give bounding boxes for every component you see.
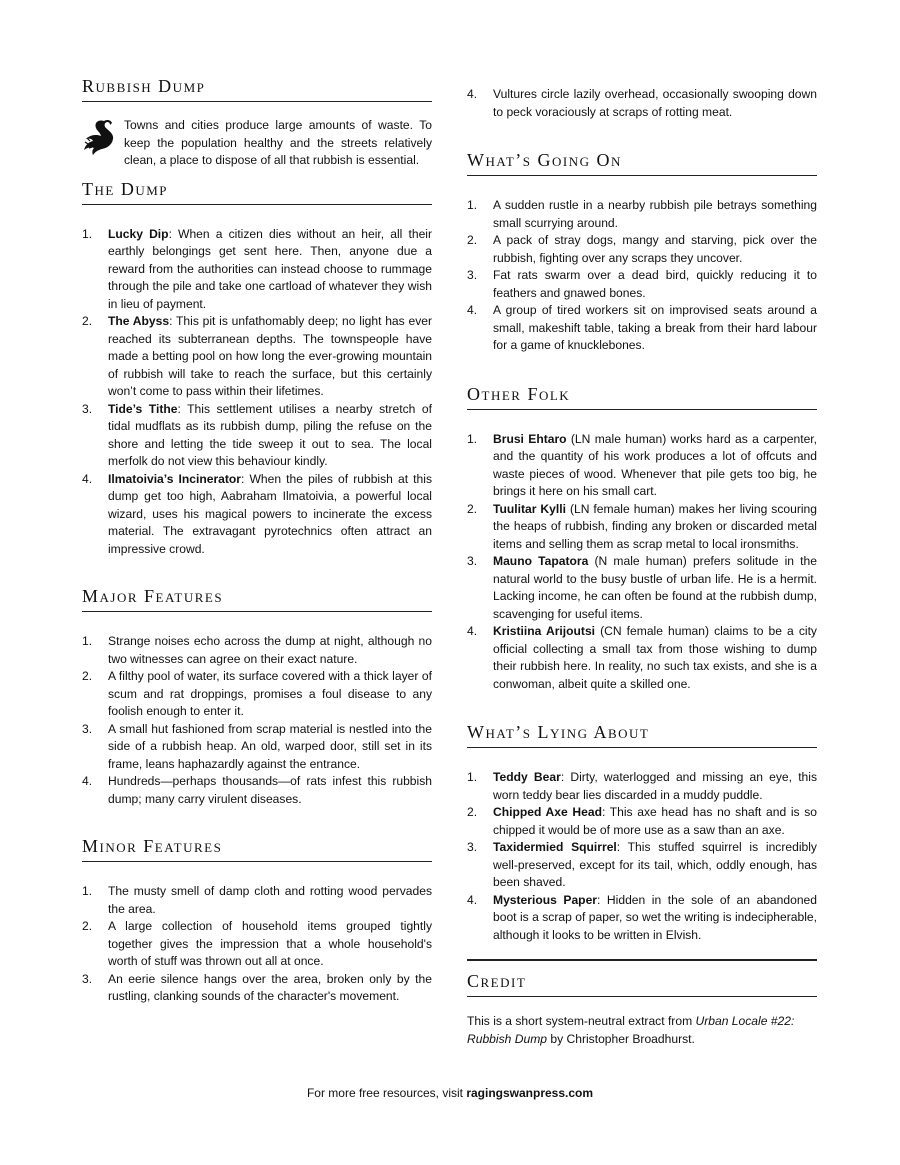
- credit-text: This is a short system-neutral extract from Urban Locale #22: Rubbish Dump by Christopher Broadhurst.: [467, 1014, 795, 1046]
- list-item: 1. Lucky Dip: When a citizen dies without an heir, all their earthly belongings get sent here. Then, anyone due a reward from the authorities can instead choose to rummage through the pile and take one cartload of whatever they wish in lieu of payment.: [82, 226, 433, 311]
- list-item: 2. A filthy pool of water, its surface covered with a thick layer of scum and rat droppings, promises a foul disease to any foolish enough to enter it.: [82, 669, 432, 718]
- other-folk-list: [467, 431, 817, 694]
- list-item: 4. Ilmatoivia’s Incinerator: When the piles of rubbish at this dump get too high, Aabraham Ilmatoivia, a powerful local wizard, uses his magical powers to incinerate the excess material. The extravagant pyrotechnics often attract an impressive crowd.: [82, 471, 432, 556]
- page-title: Rubbish Dump: [82, 76, 432, 102]
- list-item: 4. Mysterious Paper: Hidden in the sole of an abandoned boot is a scrap of paper, so wet the writing is indecipherable, although it looks to be written in Elvish.: [467, 892, 818, 942]
- swan-logo-icon: [82, 117, 118, 157]
- footer: [0, 1086, 900, 1100]
- list-item: 4. A group of tired workers sit on improvised seats around a small, makeshift table, taking a break from their hard labour for a game of knucklebones.: [467, 303, 817, 352]
- left-column: [82, 76, 432, 1006]
- right-column: [467, 86, 817, 1048]
- list-item: 3. Taxidermied Squirrel: This stuffed squirrel is incredibly well-preserved, except for its tail, which, oddly enough, has been shaved.: [467, 840, 817, 889]
- section-whats-going-on: [467, 150, 817, 355]
- section-major-features: [82, 586, 432, 808]
- section-credit: [467, 959, 817, 1048]
- list-item: 2. The Abyss: This pit is unfathomably deep; no light has ever reached its subterranean depths. The townspeople have made a betting pool on how long the ever-growing mountain of rubbish will take to reach the surface, but this certainly won’t come to pass within their lifetimes.: [82, 314, 432, 398]
- list-item: 3. Mauno Tapatora (N male human) prefers solitude in the natural world to the busy bustle of urban life. He is a hermit. Lacking income, he can often be found at the rubbish dump, scavenging for useful items.: [467, 554, 817, 621]
- footer-link[interactable]: ragingswanpress.com: [466, 1086, 594, 1100]
- the-dump-list: [82, 226, 432, 559]
- list-item: 3. Tide’s Tithe: This settlement utilises a nearby stretch of tidal mudflats as its rubbish dump, piling the refuse on the shore and letting the tide sweep it out to sea. The local merfolk do not view this behaviour kindly.: [82, 401, 432, 468]
- whats-lying-about-list: [467, 769, 817, 944]
- minor-features-list-continued: [467, 86, 817, 121]
- list-item: 1. Teddy Bear: Dirty, waterlogged and missing an eye, this worn teddy bear lies discarded in a muddy puddle.: [467, 770, 818, 802]
- heading-whats-lying-about: What’s Lying About: [467, 722, 817, 748]
- list-item: 3. An eerie silence hangs over the area, broken only by the rustling, clanking sounds of the character's movement.: [82, 971, 432, 1003]
- list-item: 2. Tuulitar Kylli (LN female human) makes her living scouring the heaps of rubbish, finding any broken or discarded metal items and selling them as scrap metal to local ironsmiths.: [467, 501, 817, 551]
- section-whats-lying-about: [467, 722, 817, 944]
- heading-the-dump: The Dump: [82, 179, 432, 205]
- minor-features-list: [82, 883, 432, 1006]
- list-item: 1. A sudden rustle in a nearby rubbish pile betrays something small scurrying around.: [467, 198, 817, 230]
- footer-text: For more free resources, visit: [306, 1086, 467, 1100]
- intro-paragraph: [82, 117, 432, 170]
- heading-minor-features: Minor Features: [82, 836, 432, 862]
- heading-credit: Credit: [467, 971, 817, 997]
- list-item: 1. Brusi Ehtaro (LN male human) works hard as a carpenter, and the quantity of his work produces a lot of offcuts and waste pieces of wood. Whenever that pile gets too big, he brings it here on his small cart.: [467, 431, 818, 498]
- list-item: 1. The musty smell of damp cloth and rotting wood pervades the area.: [82, 884, 432, 916]
- heading-major-features: Major Features: [82, 586, 432, 612]
- list-item: 2. Chipped Axe Head: This axe head has no shaft and is so chipped it would be of more use as a saw than an axe.: [467, 805, 817, 837]
- section-the-dump: [82, 179, 432, 559]
- list-item: 3. A small hut fashioned from scrap material is nestled into the side of a rubbish heap. An old, warped door, still set in its frame, leans haphazardly against the entrance.: [82, 721, 432, 771]
- list-item: 2. A pack of stray dogs, mangy and starving, pick over the rubbish, fighting over any scraps they uncover.: [467, 233, 817, 265]
- list-item: 4. Kristiina Arijoutsi (CN female human) claims to be a city official collecting a small tax from those wishing to dump their rubbish here. In reality, no such tax exists, and she is a conwoman, albeit quite a skilled one.: [467, 624, 817, 691]
- list-item: 4. Vultures circle lazily overhead, occasionally swooping down to peck voraciously at scraps of rotting meat.: [467, 87, 817, 119]
- list-item: 1. Strange noises echo across the dump at night, although no two witnesses can agree on their exact nature.: [82, 634, 432, 666]
- section-other-folk: [467, 384, 817, 694]
- list-item: 2. A large collection of household items grouped tightly together gives the impression that a whole household's worth of stuff was thrown out all at once.: [82, 919, 432, 968]
- heading-whats-going-on: What’s Going On: [467, 150, 817, 176]
- section-minor-features: [82, 836, 432, 1006]
- list-item: 3. Fat rats swarm over a dead bird, quickly reducing it to feathers and gnawed bones.: [467, 268, 817, 300]
- credit-book-title: Urban Locale #22: Rubbish Dump: [467, 1014, 795, 1046]
- intro-text: Towns and cities produce large amounts of waste. To keep the population healthy and the streets relatively clean, a place to dispose of all that rubbish is essential.: [124, 118, 432, 167]
- list-item: 4. Hundreds—perhaps thousands—of rats infest this rubbish dump; many carry virulent diseases.: [82, 774, 432, 806]
- whats-going-on-list: [467, 197, 817, 355]
- heading-other-folk: Other Folk: [467, 384, 817, 410]
- major-features-list: [82, 633, 432, 808]
